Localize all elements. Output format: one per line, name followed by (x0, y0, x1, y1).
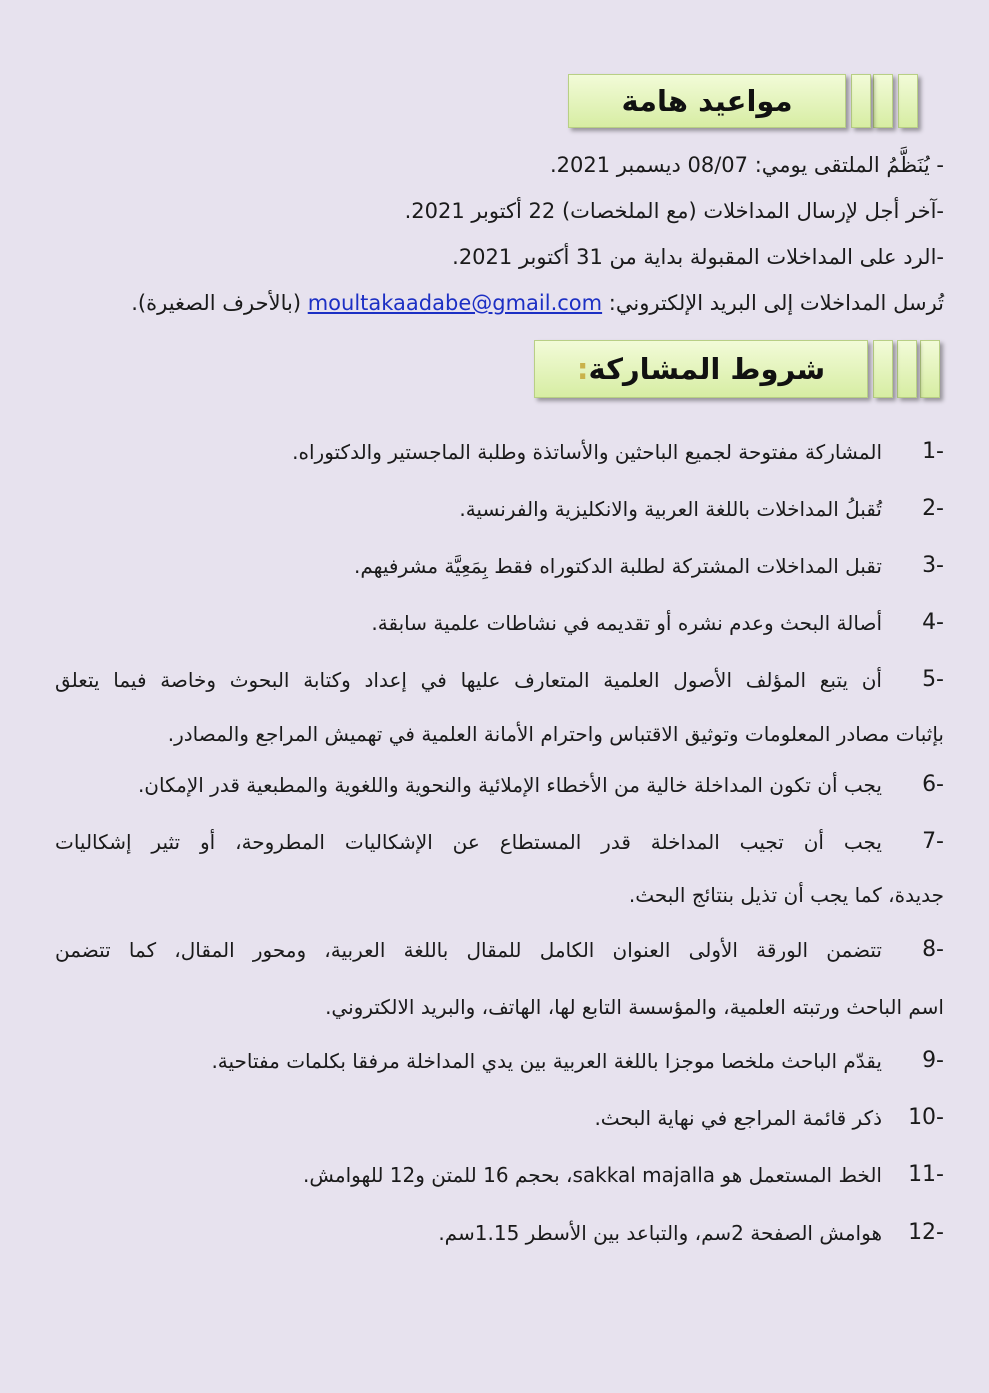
list-item (55, 770, 944, 800)
section-heading-text: مواعيد هامة (621, 84, 793, 118)
item-text: تتضمن الورقة الأولى العنوان الكامل للمقال باللغة العربية، ومحور المقال، كما تتضمن (55, 938, 882, 962)
list-item (55, 551, 944, 581)
item-text: المشاركة مفتوحة لجميع الباحثين والأساتذة وطلبة الماجستير والدكتوراه. (292, 440, 882, 464)
list-item (55, 1103, 944, 1133)
item-number: 9- (922, 1048, 944, 1073)
heading-deco-box (897, 340, 917, 398)
item-text: تُقبلُ المداخلات باللغة العربية والانكليزية والفرنسية. (459, 497, 882, 521)
item-number: 8- (922, 937, 944, 962)
section-heading-participation-terms (534, 340, 868, 398)
email-suffix: (بالأحرف الصغيرة). (131, 291, 302, 315)
list-item (55, 1218, 944, 1248)
date-line: - يُنَظَّمُ الملتقى يومي: 08/07 ديسمبر 2021. (549, 153, 944, 177)
heading-colon: : (576, 352, 589, 386)
date-line: -الرد على المداخلات المقبولة بداية من 31 أكتوبر 2021. (452, 245, 944, 269)
item-continuation: بإثبات مصادر المعلومات وتوثيق الاقتباس واحترام الأمانة العلمية في تهميش المراجع والمصادر. (167, 722, 944, 746)
item-number: 1- (922, 439, 944, 464)
item-number: 12- (908, 1220, 944, 1245)
item-text: ذكر قائمة المراجع في نهاية البحث. (594, 1106, 882, 1130)
item-number: 11- (908, 1162, 944, 1187)
date-line: -آخر أجل لإرسال المداخلات (مع الملخصات) 22 أكتوبر 2021. (404, 199, 944, 223)
heading-deco-box (920, 340, 940, 398)
list-item (55, 437, 944, 467)
section-heading-text: شروط المشاركة: (576, 352, 826, 386)
heading-deco-box (873, 74, 893, 128)
item-text: أصالة البحث وعدم نشره أو تقديمه في نشاطات علمية سابقة. (371, 611, 882, 635)
item-number: 4- (922, 610, 944, 635)
item-number: 5- (922, 667, 944, 692)
item-number: 7- (922, 829, 944, 854)
list-item (55, 827, 944, 857)
email-line (131, 288, 944, 318)
item-text: هوامش الصفحة 2سم، والتباعد بين الأسطر 1.15سم. (438, 1221, 882, 1245)
heading-deco-box (851, 74, 871, 128)
section-heading-important-dates (568, 74, 846, 128)
email-prefix: تُرسل المداخلات إلى البريد الإلكتروني: (608, 291, 944, 315)
item-text: تقبل المداخلات المشتركة لطلبة الدكتوراه فقط بِمَعِيَّة مشرفيهم. (353, 554, 882, 578)
item-number: 3- (922, 553, 944, 578)
item-continuation: اسم الباحث ورتبته العلمية، والمؤسسة التابع لها، الهاتف، والبريد الالكتروني. (325, 995, 944, 1019)
item-number: 10- (908, 1105, 944, 1130)
item-number: 2- (922, 496, 944, 521)
list-item (55, 935, 944, 965)
list-item (55, 608, 944, 638)
item-text: يجب أن تكون المداخلة خالية من الأخطاء الإملائية والنحوية واللغوية والمطبعية قدر الإمكان. (137, 773, 882, 797)
heading-deco-box (898, 74, 918, 128)
list-item (55, 665, 944, 695)
email-link[interactable]: moultakaadabe@gmail.com (307, 291, 603, 315)
item-number: 6- (922, 772, 944, 797)
list-item (55, 1160, 944, 1190)
item-continuation: جديدة، كما يجب أن تذيل بنتائج البحث. (628, 883, 944, 907)
item-text: الخط المستعمل هو sakkal majalla، بحجم 16 للمتن و12 للهوامش. (303, 1163, 882, 1187)
list-item (55, 494, 944, 524)
item-text: يجب أن تجيب المداخلة قدر المستطاع عن الإشكاليات المطروحة، أو تثير إشكاليات (55, 830, 882, 854)
heading-deco-box (873, 340, 893, 398)
item-text: يقدّم الباحث ملخصا موجزا باللغة العربية بين يدي المداخلة مرفقا بكلمات مفتاحية. (211, 1049, 882, 1073)
item-text: أن يتبع المؤلف الأصول العلمية المتعارف عليها في إعداد وكتابة البحوث وخاصة فيما يتعلق (55, 668, 882, 692)
list-item (55, 1046, 944, 1076)
